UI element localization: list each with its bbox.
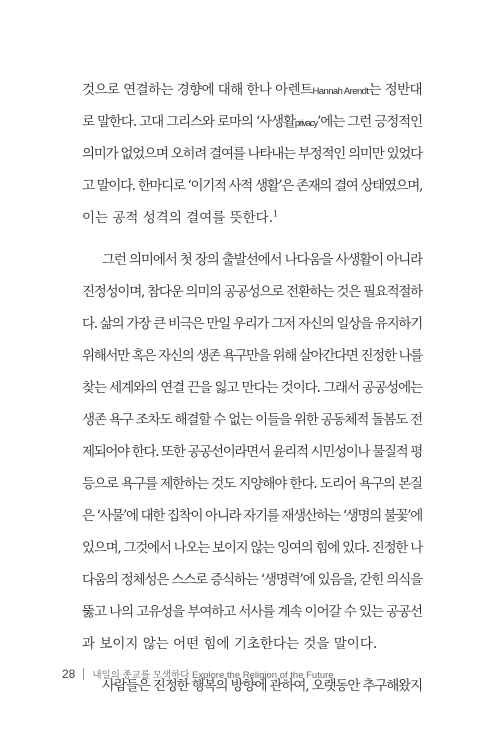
text-line: [82, 170, 422, 202]
text-line: [82, 308, 422, 340]
footnote-marker: 1: [273, 209, 279, 219]
text-line: [82, 340, 422, 372]
line-text: 생존 욕구 조차도 해결할 수 없는 이들을 위한 공동체적 돌봄도 전: [82, 412, 423, 428]
line-text: 고 말이다. 한마디로 ‘이기적 사적 생활’은 존재의 결여 상태였으며,: [82, 178, 422, 194]
text-line: [82, 202, 422, 234]
text-line: [82, 500, 422, 532]
text-line: [82, 628, 422, 660]
text-line: [82, 404, 422, 436]
text-line: [82, 596, 422, 628]
line-text: ’에는 그런 긍정적인: [317, 114, 423, 130]
line-text: 의미가 없었으며 오히려 결여를 나타내는 부정적인 의미만 있었다: [82, 146, 422, 162]
body-text: [82, 74, 422, 702]
text-line: [82, 138, 422, 170]
line-text: 그런 의미에서 첫 장의 출발선에서 나다움을 사생활이 아니라: [102, 252, 422, 268]
text-line: [82, 276, 422, 308]
text-line: [82, 564, 422, 596]
line-text: 있으며, 그것에서 나오는 보이지 않는 잉여의 힘에 있다. 진정한 나: [82, 540, 422, 556]
text-line: [82, 436, 422, 468]
text-line: [82, 244, 422, 276]
line-text: 것으로 연결하는 경향에 대해 한나 아렌트: [82, 82, 313, 98]
line-text: 과 보이지 않는 어떤 힘에 기초한다는 것을 말이다.: [82, 636, 378, 652]
line-text: 다움의 정체성은 스스로 증식하는 ‘생명력’에 있음을, 갇힌 의식을: [82, 572, 423, 588]
line-text: 로 말한다. 고대 그리스와 로마의 ‘사생활: [82, 114, 295, 130]
text-line: [82, 532, 422, 564]
line-text: 사람들은 진정한 행복의 방향에 관하여, 오랫동안 추구해왔지: [102, 678, 422, 694]
latin-term: Hannah Arendt: [312, 86, 369, 97]
line-text: 다. 삶의 가장 큰 비극은 만일 우리가 그저 자신의 일상을 유지하기: [82, 316, 422, 332]
text-line: [82, 74, 422, 106]
line-text: 뚫고 나의 고유성을 부여하고 서사를 계속 이어갈 수 있는 공공선: [82, 604, 422, 620]
line-text: 는 정반대: [368, 82, 423, 98]
line-text: 제되어야 한다. 또한 공공선이라면서 윤리적 시민성이나 물질적 평: [82, 444, 422, 460]
text-line: [82, 468, 422, 500]
footer-divider: [83, 668, 84, 680]
line-text: 등으로 욕구를 제한하는 것도 지양해야 한다. 도리어 욕구의 본질: [82, 476, 422, 492]
line-text: 진정성이며, 참다운 의미의 공공성으로 전환하는 것은 필요적절하: [82, 284, 422, 300]
text-line: [82, 106, 422, 138]
line-text: 이는 공적 성격의 결여를 뜻한다.: [82, 210, 273, 226]
page-number: 28: [62, 667, 76, 681]
text-line: [82, 372, 422, 404]
running-title: 내일의 종교를 모색하다 Explore the Religion of the Future: [92, 670, 334, 681]
line-text: 찾는 세계와의 연결 끈을 잃고 만다는 것이다. 그래서 공공성에는: [82, 380, 422, 396]
line-text: 은 ‘사물’에 대한 집착이 아니라 자기를 재생산하는 ‘생명의 불꽃’에: [82, 508, 422, 524]
paragraph-gap: [82, 234, 422, 244]
page-footer: [62, 664, 334, 684]
line-text: 위해서만 혹은 자신의 생존 욕구만을 위해 살아간다면 진정한 나를: [82, 348, 422, 364]
latin-term: privacy: [294, 118, 318, 129]
